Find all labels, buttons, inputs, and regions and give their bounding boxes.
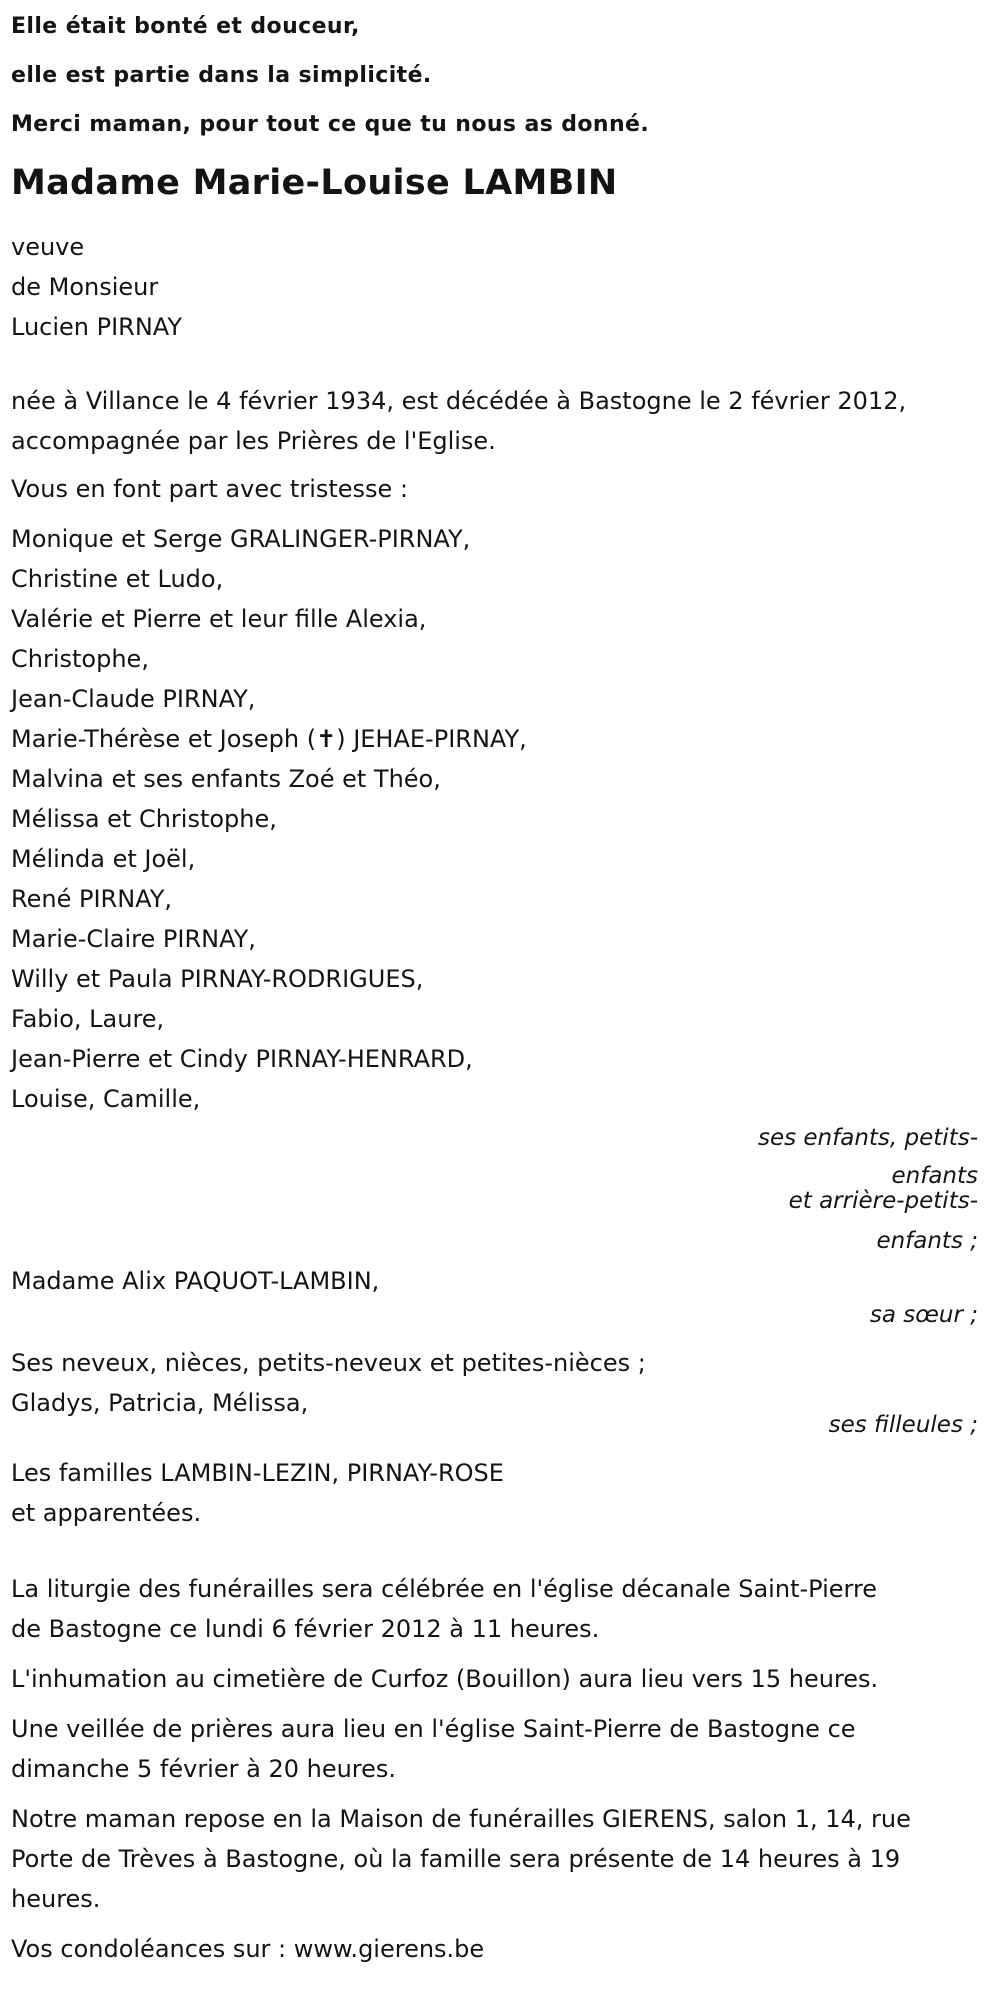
intro-line: Elle était bonté et douceur, (11, 14, 360, 39)
birth-death-line: accompagnée par les Prières de l'Eglise. (11, 427, 496, 455)
families-line: et apparentées. (11, 1499, 202, 1527)
list-item: Christine et Ludo, (11, 565, 224, 593)
list-item: Willy et Paula PIRNAY-RODRIGUES, (11, 965, 424, 993)
rest-block (11, 1799, 978, 1919)
list-item: Monique et Serge GRALINGER-PIRNAY, (11, 525, 471, 553)
widow-line: Lucien PIRNAY (11, 313, 183, 341)
list-item: Mélinda et Joël, (11, 845, 196, 873)
birth-death-line: née à Villance le 4 février 1934, est décédée à Bastogne le 2 février 2012, (11, 387, 907, 415)
sister-role: sa sœur ; (869, 1302, 978, 1328)
list-item: Jean-Pierre et Cindy PIRNAY-HENRARD, (11, 1045, 473, 1073)
liturgy-line: La liturgie des funérailles sera célébrée en l'église décanale Saint-Pierre (11, 1575, 878, 1603)
liturgy-block (11, 1569, 978, 1649)
intro-verse (11, 0, 978, 149)
vigil-block (11, 1709, 978, 1789)
list-item: René PIRNAY, (11, 885, 172, 913)
list-item: Mélissa et Christophe, (11, 805, 277, 833)
rest-line: Notre maman repose en la Maison de funérailles GIERENS, salon 1, 14, rue (11, 1805, 911, 1833)
families-block (11, 1453, 978, 1533)
list-item: Louise, Camille, (11, 1085, 201, 1113)
burial-line: L'inhumation au cimetière de Curfoz (Bouillon) aura lieu vers 15 heures. (11, 1665, 879, 1693)
children-role-end: enfants ; (876, 1228, 978, 1254)
condolences-line: Vos condoléances sur : www.gierens.be (11, 1935, 485, 1963)
list-item: Christophe, (11, 645, 149, 673)
vigil-line: Une veillée de prières aura lieu en l'église Saint-Pierre de Bastogne ce (11, 1715, 856, 1743)
children-role-continued: et arrière-petits- (788, 1188, 978, 1214)
intro-line: elle est partie dans la simplicité. (11, 63, 432, 88)
widow-block (11, 227, 978, 347)
list-item: Fabio, Laure, (11, 1005, 165, 1033)
vigil-line: dimanche 5 février à 20 heures. (11, 1755, 397, 1783)
list-item: Valérie et Pierre et leur fille Alexia, (11, 605, 427, 633)
liturgy-line: de Bastogne ce lundi 6 février 2012 à 11 heures. (11, 1615, 600, 1643)
list-item: Malvina et ses enfants Zoé et Théo, (11, 765, 441, 793)
godchildren-line: Gladys, Patricia, Mélissa, (11, 1389, 309, 1417)
sister-line: Madame Alix PAQUOT-LAMBIN, (11, 1267, 380, 1295)
children-list (11, 519, 978, 1119)
list-item: Marie-Thérèse et Joseph (✝) JEHAE-PIRNAY, (11, 725, 527, 753)
nephews-line: Ses neveux, nièces, petits-neveux et petites-nièces ; (11, 1349, 646, 1377)
list-item: Marie-Claire PIRNAY, (11, 925, 256, 953)
children-role: ses enfants, petits-enfants (757, 1125, 978, 1189)
rest-line: Porte de Trèves à Bastogne, où la famille sera présente de 14 heures à 19 (11, 1845, 901, 1873)
intro-line: Merci maman, pour tout ce que tu nous as donné. (11, 112, 650, 137)
announcement-line: Vous en font part avec tristesse : (11, 475, 409, 503)
rest-line: heures. (11, 1885, 101, 1913)
widow-line: veuve (11, 233, 85, 261)
families-line: Les familles LAMBIN-LEZIN, PIRNAY-ROSE (11, 1459, 504, 1487)
birth-death-block (11, 381, 978, 461)
godchildren-role: ses filleules ; (828, 1412, 978, 1438)
deceased-name: Madame Marie-Louise LAMBIN (11, 163, 618, 203)
widow-line: de Monsieur (11, 273, 159, 301)
list-item: Jean-Claude PIRNAY, (11, 685, 256, 713)
